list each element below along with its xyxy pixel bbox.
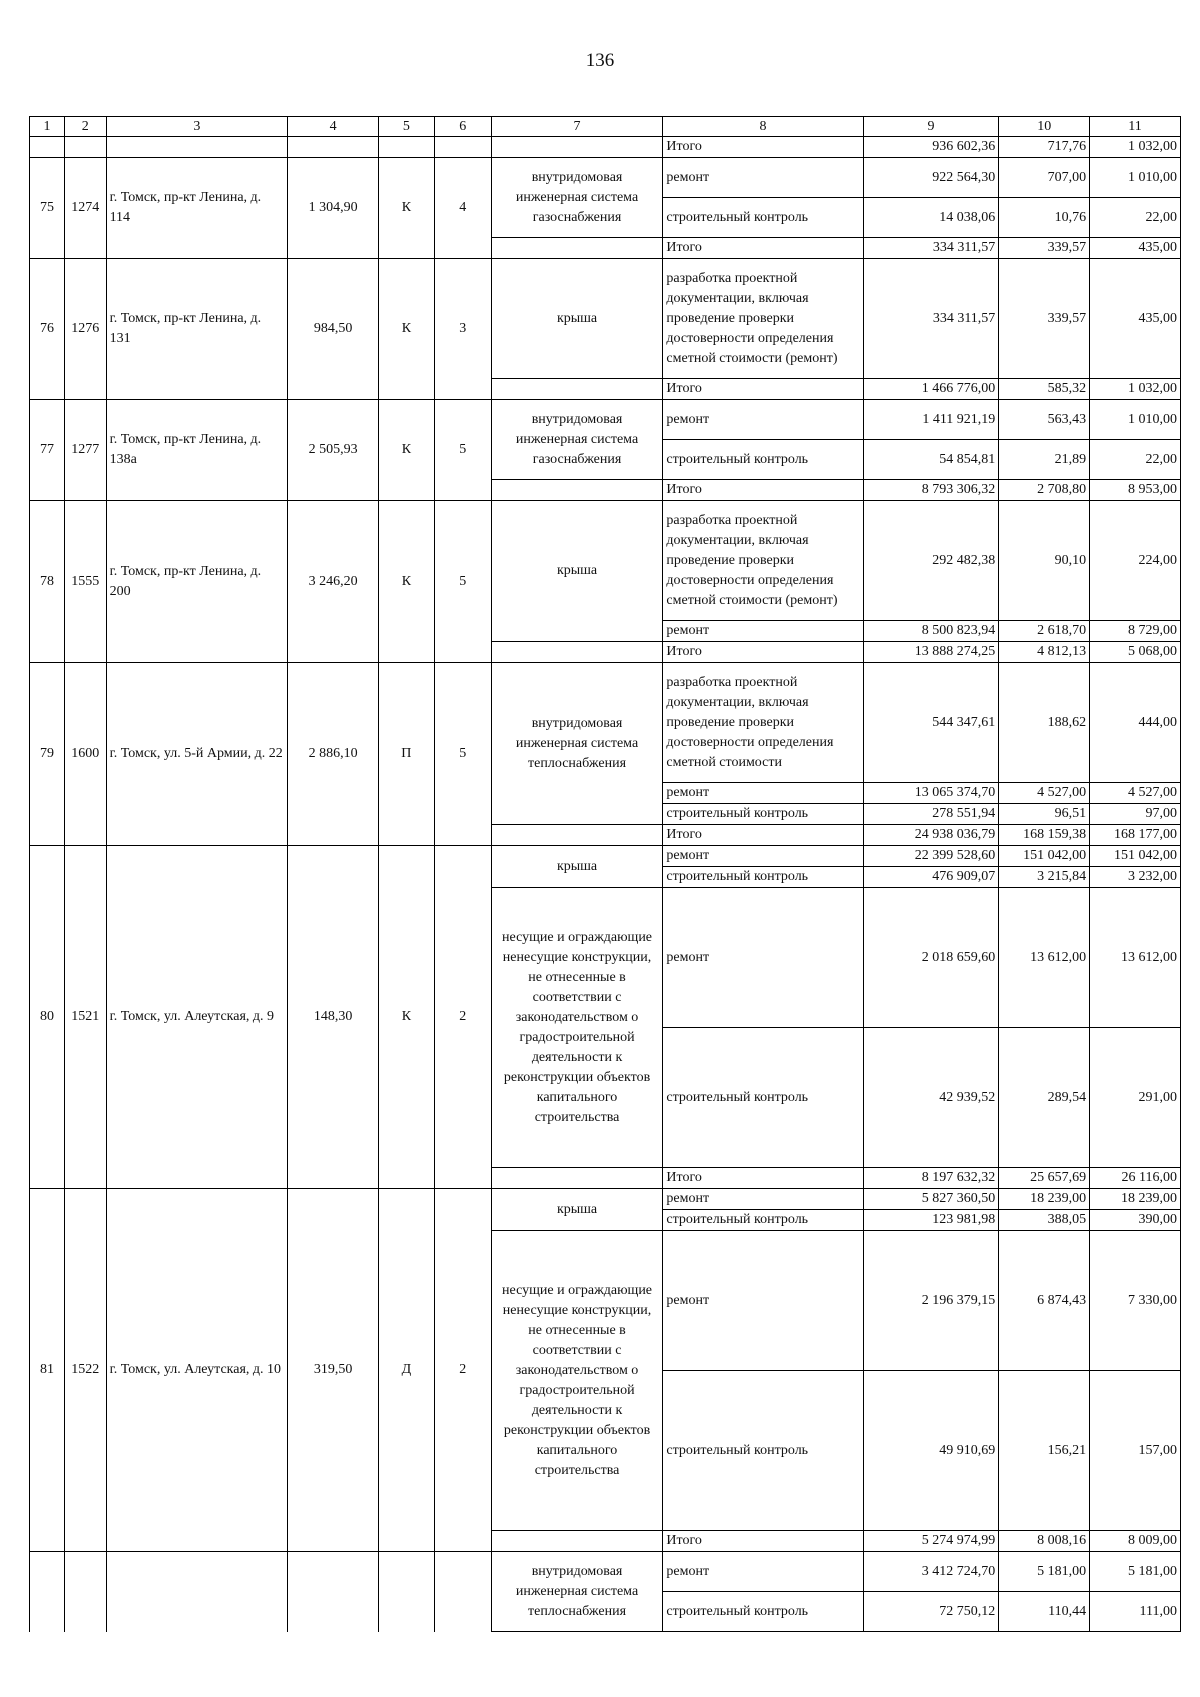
column-number: 1 [30, 117, 65, 137]
amount-v11: 111,00 [1090, 1592, 1181, 1632]
house-address: г. Томск, пр-кт Ленина, д. 131 [106, 259, 288, 400]
house-address: г. Томск, пр-кт Ленина, д. 138а [106, 400, 288, 501]
house-floors [434, 1552, 491, 1632]
service-label: ремонт [663, 621, 863, 642]
work-name: крыша [491, 846, 663, 888]
house-number: 81 [30, 1189, 65, 1552]
amount-v9: 2 018 659,60 [863, 888, 999, 1028]
amount-v9: 476 909,07 [863, 867, 999, 888]
amount-v11: 390,00 [1090, 1210, 1181, 1231]
total-v9: 334 311,57 [863, 238, 999, 259]
total-v10: 585,32 [999, 379, 1090, 400]
service-label: ремонт [663, 783, 863, 804]
total-v11: 26 116,00 [1090, 1168, 1181, 1189]
house-area: 2 505,93 [288, 400, 379, 501]
service-label: строительный контроль [663, 804, 863, 825]
total-v10: 25 657,69 [999, 1168, 1090, 1189]
work-name: крыша [491, 501, 663, 642]
house-id [65, 1552, 107, 1632]
service-label: ремонт [663, 158, 863, 198]
amount-v10: 110,44 [999, 1592, 1090, 1632]
continued-cell [30, 137, 65, 158]
total-v10: 2 708,80 [999, 480, 1090, 501]
house-type: К [378, 400, 434, 501]
work-name: несущие и ограждающие ненесущие конструкции, не отнесенные в соответствии с законодательством о градостроительной деятельности к реконструкции объектов капитального строительства [491, 888, 663, 1168]
house-address: г. Томск, пр-кт Ленина, д. 114 [106, 158, 288, 259]
service-label: строительный контроль [663, 1592, 863, 1632]
amount-v10: 4 527,00 [999, 783, 1090, 804]
amount-v11: 1 010,00 [1090, 158, 1181, 198]
table-row [30, 1552, 1181, 1592]
work-blank [491, 1531, 663, 1552]
house-type: П [378, 663, 434, 846]
house-number: 75 [30, 158, 65, 259]
table-row [30, 663, 1181, 783]
amount-v10: 6 874,43 [999, 1231, 1090, 1371]
table-body [30, 137, 1181, 1632]
column-number: 6 [434, 117, 491, 137]
total-v10: 339,57 [999, 238, 1090, 259]
total-v11: 168 177,00 [1090, 825, 1181, 846]
house-floors: 5 [434, 663, 491, 846]
amount-v11: 151 042,00 [1090, 846, 1181, 867]
total-label: Итого [663, 238, 863, 259]
amount-v9: 123 981,98 [863, 1210, 999, 1231]
amount-v10: 339,57 [999, 259, 1090, 379]
amount-v9: 334 311,57 [863, 259, 999, 379]
service-label: разработка проектной документации, включая проведение проверки достоверности определения сметной стоимости (ремонт) [663, 259, 863, 379]
work-name: внутридомовая инженерная система теплоснабжения [491, 1552, 663, 1632]
amount-v11: 97,00 [1090, 804, 1181, 825]
register-table [29, 116, 1181, 1632]
work-blank [491, 1168, 663, 1189]
amount-v10: 21,89 [999, 440, 1090, 480]
total-v9: 8 793 306,32 [863, 480, 999, 501]
continued-cell [378, 137, 434, 158]
house-id: 1522 [65, 1189, 107, 1552]
house-floors: 5 [434, 501, 491, 663]
amount-v9: 1 411 921,19 [863, 400, 999, 440]
work-name: внутридомовая инженерная система теплоснабжения [491, 663, 663, 825]
work-name: внутридомовая инженерная система газоснабжения [491, 400, 663, 480]
service-label: строительный контроль [663, 1210, 863, 1231]
service-label: ремонт [663, 1231, 863, 1371]
amount-v9: 42 939,52 [863, 1028, 999, 1168]
table-row [30, 400, 1181, 440]
amount-v11: 1 010,00 [1090, 400, 1181, 440]
service-label: разработка проектной документации, включая проведение проверки достоверности определения сметной стоимости [663, 663, 863, 783]
amount-v9: 278 551,94 [863, 804, 999, 825]
column-number: 9 [863, 117, 999, 137]
amount-v11: 5 181,00 [1090, 1552, 1181, 1592]
amount-v11: 4 527,00 [1090, 783, 1181, 804]
amount-v9: 49 910,69 [863, 1371, 999, 1531]
total-v10: 168 159,38 [999, 825, 1090, 846]
total-label: Итого [663, 642, 863, 663]
total-v11: 8 953,00 [1090, 480, 1181, 501]
amount-v10: 3 215,84 [999, 867, 1090, 888]
total-v10: 4 812,13 [999, 642, 1090, 663]
amount-v11: 7 330,00 [1090, 1231, 1181, 1371]
total-v9: 24 938 036,79 [863, 825, 999, 846]
work-name: внутридомовая инженерная система газоснабжения [491, 158, 663, 238]
service-label: ремонт [663, 400, 863, 440]
house-number: 76 [30, 259, 65, 400]
amount-v9: 2 196 379,15 [863, 1231, 999, 1371]
total-v10: 8 008,16 [999, 1531, 1090, 1552]
amount-v11: 157,00 [1090, 1371, 1181, 1531]
total-v11: 8 009,00 [1090, 1531, 1181, 1552]
amount-v9: 22 399 528,60 [863, 846, 999, 867]
continued-cell [288, 137, 379, 158]
house-floors: 2 [434, 1189, 491, 1552]
column-number: 5 [378, 117, 434, 137]
amount-v10: 2 618,70 [999, 621, 1090, 642]
house-id: 1277 [65, 400, 107, 501]
amount-v9: 8 500 823,94 [863, 621, 999, 642]
house-area: 319,50 [288, 1189, 379, 1552]
amount-v11: 22,00 [1090, 198, 1181, 238]
work-blank [491, 642, 663, 663]
amount-v10: 289,54 [999, 1028, 1090, 1168]
column-number: 4 [288, 117, 379, 137]
amount-v10: 10,76 [999, 198, 1090, 238]
total-v9: 8 197 632,32 [863, 1168, 999, 1189]
house-address: г. Томск, ул. 5-й Армии, д. 22 [106, 663, 288, 846]
work-blank [491, 137, 663, 158]
work-blank [491, 480, 663, 501]
total-v11: 1 032,00 [1090, 379, 1181, 400]
table-row [30, 846, 1181, 867]
total-label: Итого [663, 825, 863, 846]
amount-v9: 922 564,30 [863, 158, 999, 198]
amount-v10: 156,21 [999, 1371, 1090, 1531]
amount-v11: 224,00 [1090, 501, 1181, 621]
house-id: 1274 [65, 158, 107, 259]
house-floors: 2 [434, 846, 491, 1189]
total-label: Итого [663, 480, 863, 501]
amount-v10: 13 612,00 [999, 888, 1090, 1028]
work-name: крыша [491, 1189, 663, 1231]
amount-v10: 18 239,00 [999, 1189, 1090, 1210]
house-address [106, 1552, 288, 1632]
amount-v11: 13 612,00 [1090, 888, 1181, 1028]
house-type: Д [378, 1189, 434, 1552]
column-number: 2 [65, 117, 107, 137]
amount-v9: 544 347,61 [863, 663, 999, 783]
total-v9: 13 888 274,25 [863, 642, 999, 663]
amount-v9: 5 827 360,50 [863, 1189, 999, 1210]
work-name: крыша [491, 259, 663, 379]
table-row [30, 158, 1181, 198]
amount-v11: 22,00 [1090, 440, 1181, 480]
service-label: строительный контроль [663, 1028, 863, 1168]
house-number: 79 [30, 663, 65, 846]
amount-v9: 54 854,81 [863, 440, 999, 480]
amount-v9: 292 482,38 [863, 501, 999, 621]
column-number: 10 [999, 117, 1090, 137]
house-area: 3 246,20 [288, 501, 379, 663]
house-id: 1276 [65, 259, 107, 400]
page-number: 136 [585, 50, 615, 71]
service-label: ремонт [663, 846, 863, 867]
column-number: 8 [663, 117, 863, 137]
column-number: 7 [491, 117, 663, 137]
service-label: разработка проектной документации, включая проведение проверки достоверности определения сметной стоимости (ремонт) [663, 501, 863, 621]
amount-v10: 5 181,00 [999, 1552, 1090, 1592]
service-label: строительный контроль [663, 1371, 863, 1531]
work-blank [491, 379, 663, 400]
service-label: ремонт [663, 1552, 863, 1592]
house-type [378, 1552, 434, 1632]
continued-cell [106, 137, 288, 158]
house-address: г. Томск, ул. Алеутская, д. 10 [106, 1189, 288, 1552]
work-blank [491, 238, 663, 259]
house-area: 148,30 [288, 846, 379, 1189]
work-blank [491, 825, 663, 846]
column-number: 3 [106, 117, 288, 137]
house-number: 77 [30, 400, 65, 501]
amount-v10: 707,00 [999, 158, 1090, 198]
amount-v10: 90,10 [999, 501, 1090, 621]
total-v10: 717,76 [999, 137, 1090, 158]
amount-v11: 3 232,00 [1090, 867, 1181, 888]
continued-cell [434, 137, 491, 158]
house-address: г. Томск, пр-кт Ленина, д. 200 [106, 501, 288, 663]
amount-v9: 14 038,06 [863, 198, 999, 238]
amount-v10: 188,62 [999, 663, 1090, 783]
house-area [288, 1552, 379, 1632]
house-type: К [378, 259, 434, 400]
house-type: К [378, 846, 434, 1189]
amount-v11: 8 729,00 [1090, 621, 1181, 642]
amount-v11: 444,00 [1090, 663, 1181, 783]
house-address: г. Томск, ул. Алеутская, д. 9 [106, 846, 288, 1189]
table-row [30, 137, 1181, 158]
service-label: ремонт [663, 888, 863, 1028]
total-v9: 936 602,36 [863, 137, 999, 158]
house-number [30, 1552, 65, 1632]
house-id: 1600 [65, 663, 107, 846]
house-area: 1 304,90 [288, 158, 379, 259]
amount-v10: 151 042,00 [999, 846, 1090, 867]
work-name: несущие и ограждающие ненесущие конструкции, не отнесенные в соответствии с законодательством о градостроительной деятельности к реконструкции объектов капитального строительства [491, 1231, 663, 1531]
service-label: ремонт [663, 1189, 863, 1210]
amount-v9: 13 065 374,70 [863, 783, 999, 804]
column-numbers-row [30, 117, 1181, 137]
service-label: строительный контроль [663, 867, 863, 888]
total-v11: 1 032,00 [1090, 137, 1181, 158]
table-row [30, 501, 1181, 621]
amount-v9: 72 750,12 [863, 1592, 999, 1632]
house-id: 1521 [65, 846, 107, 1189]
house-type: К [378, 501, 434, 663]
house-floors: 5 [434, 400, 491, 501]
total-v9: 5 274 974,99 [863, 1531, 999, 1552]
service-label: строительный контроль [663, 198, 863, 238]
total-label: Итого [663, 379, 863, 400]
house-id: 1555 [65, 501, 107, 663]
house-floors: 4 [434, 158, 491, 259]
total-label: Итого [663, 1531, 863, 1552]
table-row [30, 1189, 1181, 1210]
house-number: 80 [30, 846, 65, 1189]
amount-v10: 388,05 [999, 1210, 1090, 1231]
total-v11: 5 068,00 [1090, 642, 1181, 663]
table-row [30, 259, 1181, 379]
continued-cell [65, 137, 107, 158]
total-v11: 435,00 [1090, 238, 1181, 259]
house-type: К [378, 158, 434, 259]
amount-v9: 3 412 724,70 [863, 1552, 999, 1592]
total-label: Итого [663, 1168, 863, 1189]
column-number: 11 [1090, 117, 1181, 137]
amount-v11: 291,00 [1090, 1028, 1181, 1168]
total-v9: 1 466 776,00 [863, 379, 999, 400]
total-label: Итого [663, 137, 863, 158]
amount-v10: 96,51 [999, 804, 1090, 825]
house-area: 984,50 [288, 259, 379, 400]
amount-v11: 435,00 [1090, 259, 1181, 379]
house-number: 78 [30, 501, 65, 663]
amount-v10: 563,43 [999, 400, 1090, 440]
service-label: строительный контроль [663, 440, 863, 480]
amount-v11: 18 239,00 [1090, 1189, 1181, 1210]
house-area: 2 886,10 [288, 663, 379, 846]
house-floors: 3 [434, 259, 491, 400]
